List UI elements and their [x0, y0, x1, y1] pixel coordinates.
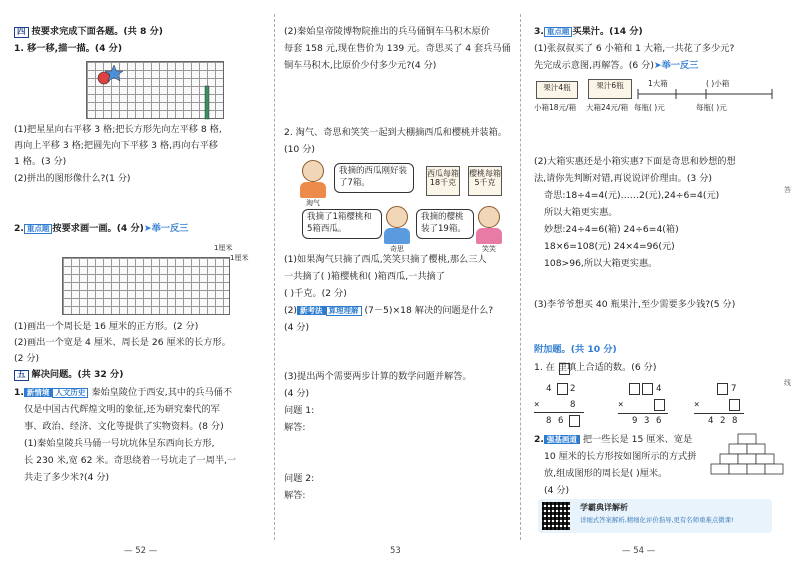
q3-part3: (3)李爷爷想买 40 瓶果汁,至少需要多少钱?(5 分)	[534, 299, 736, 310]
q5-2-line1: 2. 淘气、奇思和笑笑一起到大棚摘西瓜和樱桃并装箱。	[284, 127, 507, 138]
scale-label-side: 1厘米	[230, 254, 249, 262]
bonus-q1-text: 1. 在 里填上合适的数。(6 分)	[534, 362, 657, 373]
section-4-title: 按要求完成下面各题。(共 8 分)	[31, 26, 163, 37]
result-line	[694, 413, 744, 414]
speech-bubble-xiaoxiao: 我摘的樱桃装了19箱。	[416, 209, 474, 239]
digit: 8	[570, 400, 576, 410]
name-qisi: 奇思	[390, 245, 404, 253]
digit: 6	[656, 416, 662, 426]
foundation-tag: 强基画道	[544, 435, 580, 444]
q3-part1-line1: (1)张叔叔买了 6 小箱和 1 大箱,一共花了多少元?	[534, 43, 735, 54]
section-5-heading	[14, 368, 123, 382]
practice-link[interactable]: ➤举一反三	[143, 223, 189, 234]
result-line	[618, 413, 668, 414]
miaoxiang-method-line3: 108>96,所以大箱更实惠。	[544, 258, 658, 269]
promo-title: 学霸典详解析	[580, 503, 628, 512]
q2-title: 按要求画一画。(4 分)	[52, 223, 144, 234]
qr-code[interactable]	[542, 502, 570, 530]
q5-2-part1-line2: 一共摘了( )箱樱桃和( )箱西瓜,一共摘了	[284, 271, 445, 282]
promo-subtitle: 详细式答案解析,精细化评价指导,更有名师重难点微课!	[580, 516, 734, 524]
q5-1-line4: (1)秦始皇陵兵马俑一号坑坑体呈东西向长方形,	[24, 438, 215, 449]
q3-part2-line2: 法,请你先判断对错,再说说评价理由。(3 分)	[534, 173, 712, 184]
q1-part1-line3: 1 格。(3 分)	[14, 156, 67, 167]
q1-part2: (2)拼出的图形像什么?(1 分)	[14, 173, 131, 184]
q5-2-part1-line1: (1)如果淘气只摘了西瓜,笑笑只摘了樱桃,那么三人	[284, 254, 487, 265]
q3-number: 3.	[534, 26, 544, 37]
answer-2-label: 解答:	[284, 490, 306, 501]
translation-grid	[86, 61, 224, 119]
section-4-heading	[14, 25, 163, 39]
practice-link[interactable]: ➤举一反三	[653, 60, 699, 71]
digit: 2	[720, 416, 726, 426]
q5-1-text: 秦始皇陵位于西安,其中的兵马俑不	[91, 387, 233, 398]
q2-part1: (1)画出一个周长是 16 厘米的正方形。(2 分)	[14, 321, 199, 332]
character-taoqi	[300, 160, 326, 209]
blank-box[interactable]	[729, 399, 740, 411]
bonus-q2-line4: (4 分)	[544, 485, 570, 496]
page-number-53: 53	[390, 546, 401, 556]
miaoxiang-method-line2: 18×6=108(元) 24×4=96(元)	[544, 241, 675, 252]
q3-part2-line1: (2)大箱实惠还是小箱实惠?下面是奇思和妙想的想	[534, 156, 736, 167]
q5-2-part2-text: (7－5)×18 解决的问题是什么?	[364, 305, 494, 316]
blank-box[interactable]	[717, 383, 728, 395]
drawing-grid	[62, 257, 230, 315]
digit: 9	[632, 416, 638, 426]
q2-part2-score: (2 分)	[14, 353, 40, 364]
digit: 4	[656, 384, 662, 394]
small-juice-box: 果汁4瓶	[536, 81, 578, 99]
q5-1-line5: 长 230 米,宽 62 米。奇思绕着一号坑走了一周半,一	[24, 455, 237, 466]
small-box-price: 小箱18元/箱	[534, 103, 577, 112]
side-mark-top: 答	[784, 186, 791, 194]
key-question-tag: 重点题	[24, 224, 53, 234]
q3-part1-text: 先完成示意图,再解答。(6 分)	[534, 60, 654, 71]
name-taoqi: 淘气	[306, 199, 320, 207]
q5-1-line2: 仅是中国古代辉煌文明的象征,还为研究秦代的军	[24, 404, 220, 415]
digit: 6	[558, 416, 564, 426]
blank-box[interactable]	[569, 415, 580, 427]
cherry-crate: 樱桃每箱5千克	[468, 166, 502, 196]
diagram-small-box-label: ( )小箱	[706, 79, 730, 88]
bonus-q2-line2: 10 厘米的长方形按如图所示的方式拼	[544, 451, 697, 462]
answer-1-label: 解答:	[284, 422, 306, 433]
side-mark-bottom: 线	[784, 379, 791, 387]
page-53	[270, 0, 522, 566]
digit: 8	[732, 416, 738, 426]
bonus-q2-line1	[534, 433, 692, 447]
q5-1-2-line1: (2)秦始皇帝陵博物院推出的兵马俑铜车马积木原价	[284, 26, 490, 37]
q5-1-line3: 事、政治、经济、文化等提供了实物资料。(8 分)	[24, 421, 224, 432]
speech-bubble-taoqi: 我摘的西瓜刚好装了7箱。	[334, 163, 414, 193]
page-number-52: — 52 —	[124, 546, 158, 556]
q5-1-2-line2: 每套 158 元,现在售价为 139 元。奇思买了 4 套兵马俑	[284, 43, 511, 54]
q3-part1-line2	[534, 59, 698, 73]
section-4-number: 四	[14, 27, 29, 38]
digit: 4	[708, 416, 714, 426]
grid-shapes	[87, 62, 225, 120]
q5-1-line6: 共走了多少米?(4 分)	[24, 472, 110, 483]
q5-1-line1	[14, 386, 232, 400]
answer-promo-banner[interactable]	[538, 499, 772, 533]
big-box-price: 大箱24元/箱	[586, 103, 629, 112]
q5-2-part2	[284, 304, 493, 318]
q5-2-part3-line2: (4 分)	[284, 388, 310, 399]
page-number-54: — 54 —	[622, 546, 656, 556]
qisi-method-line2: 所以大箱更实惠。	[544, 207, 618, 218]
diagram-big-box-label: 1大箱	[648, 79, 668, 88]
big-juice-box: 果汁6瓶	[588, 79, 632, 99]
character-qisi	[384, 206, 410, 255]
section-5-number: 五	[14, 370, 29, 381]
qisi-method-line1: 奇思:18÷4=4(元)……2(元),24÷6=4(元)	[544, 190, 720, 201]
rectangle-pyramid-figure	[708, 433, 788, 475]
q5-2-part2-score: (4 分)	[284, 322, 310, 333]
digit: 8	[546, 416, 552, 426]
blank-box[interactable]	[557, 383, 568, 395]
blank-box[interactable]	[629, 383, 640, 395]
digit: 2	[570, 384, 576, 394]
comparison-diagram	[636, 86, 776, 102]
digit: 3	[644, 416, 650, 426]
q2-heading	[14, 222, 188, 236]
digit: 7	[731, 384, 737, 394]
blank-box[interactable]	[654, 399, 665, 411]
q5-1-2-line3: 铜车马积木,比原价少付多少元?(4 分)	[284, 60, 437, 71]
q5-2-part1-line3: ( )千克。(2 分)	[284, 288, 347, 299]
page-52	[0, 0, 270, 566]
watermelon-crate: 西瓜每箱18千克	[426, 166, 460, 196]
rectangle-shape	[205, 86, 209, 119]
price-per-bottle-2: 每瓶( )元	[696, 103, 727, 112]
bonus-q2-line3: 放,组成图形的周长是( )厘米。	[544, 468, 668, 479]
q5-1-number: 1.	[14, 387, 24, 398]
character-xiaoxiao	[476, 206, 502, 255]
q5-2-part2-prefix: (2)	[284, 305, 298, 316]
key-question-tag: 重点题	[544, 27, 573, 37]
bonus-q2-number: 2.	[534, 434, 544, 445]
problem-1-label: 问题 1:	[284, 405, 315, 416]
reasoning-tag: 算理理解	[326, 306, 362, 316]
q3-heading	[534, 25, 643, 39]
problem-2-label: 问题 2:	[284, 473, 315, 484]
new-context-tag: 新情境	[24, 388, 53, 397]
q2-part2: (2)画出一个宽是 4 厘米、周长是 26 厘米的长方形。	[14, 337, 231, 348]
scale-label-top: 1厘米	[214, 244, 233, 252]
name-xiaoxiao: 笑笑	[482, 245, 496, 253]
q5-2-part3-line1: (3)提出两个需要两步计算的数学问题并解答。	[284, 371, 472, 382]
result-line	[534, 412, 584, 413]
q1-part1-line2: 再向上平移 3 格;把圆先向下平移 3 格,再向右平移	[14, 140, 218, 151]
q2-number: 2.	[14, 223, 24, 234]
section-5-title: 解决问题。(共 32 分)	[31, 369, 124, 380]
q1-title: 1. 移一移,描一描。(4 分)	[14, 43, 123, 54]
page-54: 3. 重点题 买果汁。(14 分) (1)张叔叔买了 6 小箱和 1 大箱,一共花了多少元? 先完成示意图,再解答。(6 分)➤举一反三 果汁4瓶 果汁6瓶 小箱18元/箱 大箱24元/箱 每瓶( )元 每瓶( )元 1大箱 ( )小箱 (2)大箱实惠还是小箱实惠?下面是奇思和妙想的想 法,请你先判断对错,再说说评价理由。(3 分) 奇思:18÷4=4(元)……2(元),24÷6=4(元) 所以大箱更实惠。 妙想:24÷4=6(箱) 24÷6=4(箱) 18×6=108(元) 24×4=96(元) 108>96,所以大箱更实惠。 (3)李爷爷想买 40 瓶果汁,至少需要多少钱?(5 分) 附加题。(共 10 分) 1. 在 里填上合适的数。(6 分) 4 2 × 8 8 6 4 × 9 3 6 7 × 4 2 8 2. 强基画道 把一些长是 15 厘米、宽是 10 厘米的长方形按如图所示的方式拼 放,组成图形的周长是( )厘米。 (4 分) 学霸典详解析 详细式答案解析,精细化评价指导,更有名师重难点微课! 答 线 — 54 —	[534, 26, 791, 556]
bonus-title: 附加题。(共 10 分)	[534, 344, 617, 355]
blank-box[interactable]	[642, 383, 653, 395]
history-tag: 人文历史	[52, 388, 88, 398]
new-method-tag: 新考法	[297, 306, 326, 315]
blank-box-sample	[559, 363, 570, 375]
q5-2-line2: (10 分)	[284, 144, 315, 155]
speech-bubble-qisi: 我摘了1箱樱桃和5箱西瓜。	[302, 209, 382, 239]
bonus-q2-text: 把一些长是 15 厘米、宽是	[582, 434, 693, 445]
q1-part1-line1: (1)把星星向右平移 3 格;把长方形先向左平移 8 格,	[14, 124, 222, 135]
miaoxiang-method-line1: 妙想:24÷4=6(箱) 24÷6=4(箱)	[544, 224, 679, 235]
q3-title: 买果汁。(14 分)	[572, 26, 643, 37]
price-per-bottle-1: 每瓶( )元	[634, 103, 665, 112]
digit: 4	[546, 384, 552, 394]
